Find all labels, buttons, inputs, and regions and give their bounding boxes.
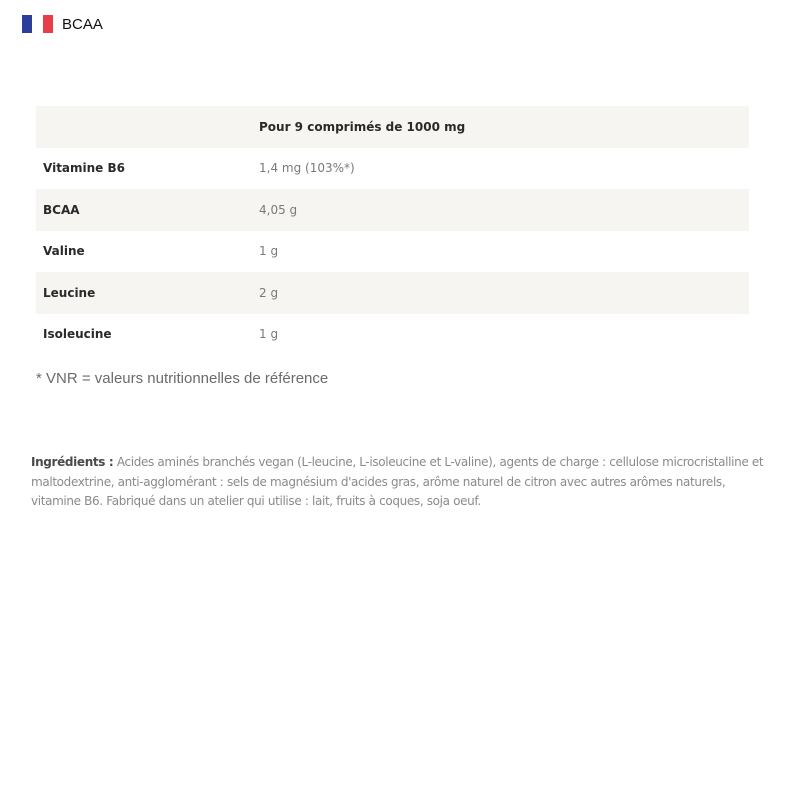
flag-band-blue <box>22 15 32 33</box>
table-row <box>36 314 749 356</box>
nutrient-name: BCAA <box>36 189 259 231</box>
table-header-row <box>36 106 749 148</box>
nutrient-name: Isoleucine <box>43 327 112 342</box>
flag-band-white <box>32 15 42 33</box>
nutrient-value: 1 g <box>259 327 279 342</box>
nutrition-table <box>36 106 749 355</box>
page-header <box>22 14 103 34</box>
nutrient-name: Valine <box>43 244 85 259</box>
header-cell-empty <box>36 106 259 148</box>
nutrient-name: Leucine <box>36 272 259 314</box>
table-row <box>36 272 749 314</box>
nutrient-value: 2 g <box>259 272 749 314</box>
nutrient-name: Vitamine B6 <box>43 161 125 176</box>
vnr-footnote: * VNR = valeurs nutritionnelles de référence <box>36 370 329 387</box>
nutrient-value: 1 g <box>259 244 279 259</box>
ingredients-text: Acides aminés branchés vegan (L-leucine, L-isoleucine et L-valine), agents de charge : cellulose microcristalline et maltodextrine, anti-agglomérant : sels de magnésium d'acides gras, arôme naturel de citron avec autres arômes naturels, vitamine B6. Fabriqué dans un atelier qui utilise : lait, fruits à coques, soja oeuf. <box>31 455 764 508</box>
ingredients-paragraph <box>31 453 771 512</box>
table-row <box>36 231 749 273</box>
table-row <box>36 148 749 190</box>
nutrient-value: 4,05 g <box>259 189 749 231</box>
nutrient-value: 1,4 mg (103%*) <box>259 161 355 176</box>
france-flag-icon <box>22 15 53 33</box>
page-title: BCAA <box>62 15 103 33</box>
header-cell-serving: Pour 9 comprimés de 1000 mg <box>259 106 749 148</box>
flag-band-red <box>43 15 53 33</box>
ingredients-label: Ingrédients : <box>31 455 114 469</box>
table-row <box>36 189 749 231</box>
